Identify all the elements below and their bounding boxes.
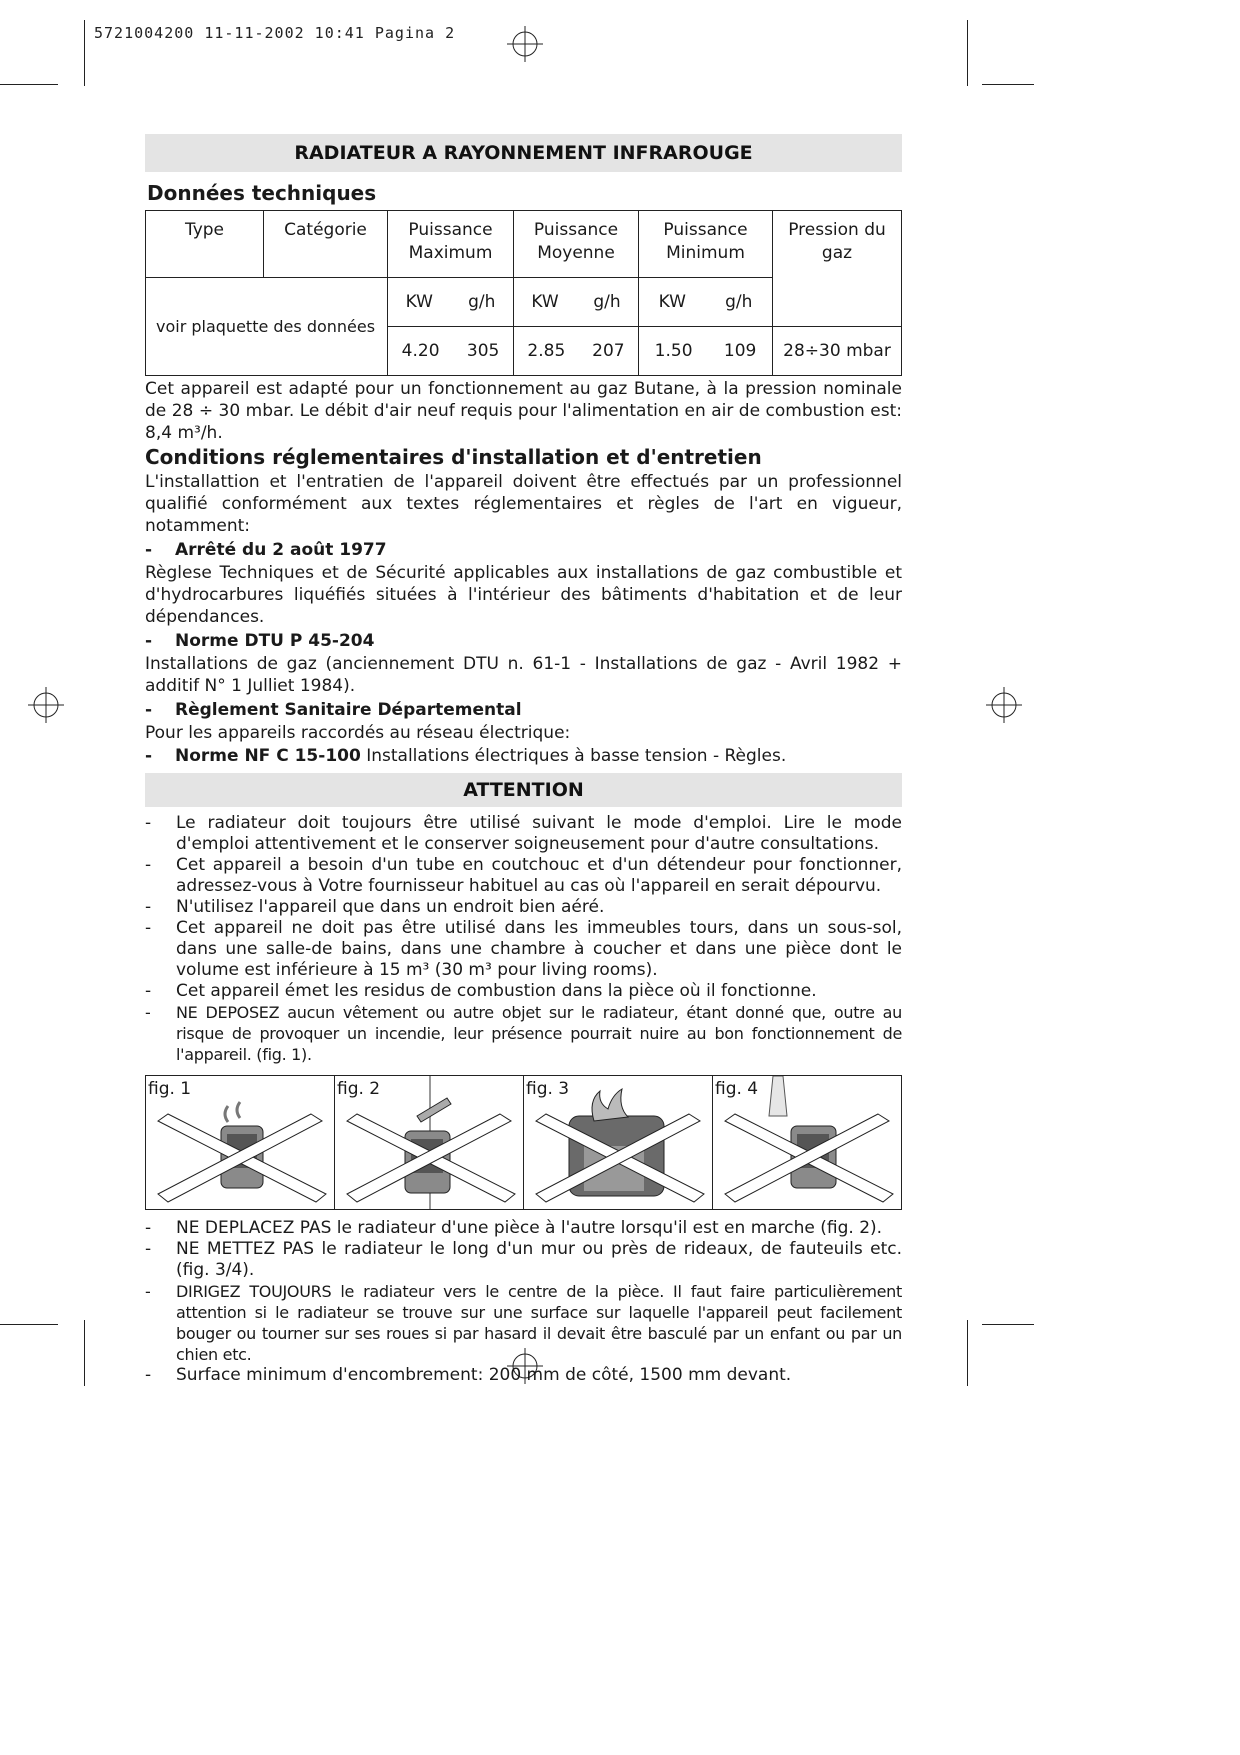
unit-gh: g/h (468, 292, 496, 312)
max-gh: 305 (466, 341, 500, 361)
registration-mark (28, 687, 64, 723)
nf-title: Norme NF C 15-100 (175, 746, 361, 766)
figure-label: fig. 2 (337, 1079, 381, 1099)
conditions-heading: Conditions réglementaires d'installation et d'entretien (145, 445, 762, 469)
registration-mark (507, 26, 543, 62)
unit-kw: KW (658, 292, 686, 312)
list-item: - DIRIGEZ TOUJOURS le radiateur vers le centre de la pièce. Il faut faire particulièrement attention si le radiateur se trouve sur une surface sur laquelle l'appareil peut facilement bouger ou tourner sur ses roues si par hasard il devait être basculé par un enfant ou par un chien etc. (145, 1281, 902, 1365)
crop-mark (0, 1324, 58, 1325)
registration-mark (986, 687, 1022, 723)
figure-label: fig. 4 (715, 1079, 759, 1099)
unit-kw: KW (405, 292, 433, 312)
figures-strip (145, 1075, 902, 1210)
list-item: - Cet appareil émet les residus de combustion dans la pièce où il fonctionne. (145, 981, 902, 1002)
moy-values (514, 327, 639, 376)
list-item: - N'utilisez l'appareil que dans un endroit bien aéré. (145, 897, 902, 918)
attention-title: ATTENTION (145, 773, 902, 807)
moy-units (514, 278, 639, 327)
nf-text: Installations électriques à basse tension - Règles. (360, 746, 787, 766)
figure (146, 1076, 335, 1209)
figure (524, 1076, 713, 1209)
rule-title-text: Arrêté du 2 août 1977 (175, 540, 387, 560)
col-pression: Pression du gaz (773, 211, 902, 327)
rule-dash: - (145, 631, 153, 651)
tech-table (145, 210, 902, 376)
list-item: - Cet appareil a besoin d'un tube en coutchouc et d'un détendeur pour fonctionner, adressez-vous à Votre fournisseur habituel au cas où l'appareil en serait dépourvu. (145, 855, 902, 897)
unit-kw: KW (531, 292, 559, 312)
after-list (145, 1218, 902, 1386)
rule-title (145, 630, 902, 652)
figure-label: fig. 3 (526, 1079, 570, 1099)
rule-dash: - (145, 540, 153, 560)
crop-mark (84, 20, 85, 86)
heater-crossed-icon (524, 1076, 713, 1209)
voir-cell (146, 278, 388, 376)
tech-heading: Données techniques (147, 181, 377, 205)
max-values (388, 327, 514, 376)
document-body (145, 134, 902, 1386)
page-title: RADIATEUR A RAYONNEMENT INFRAROUGE (145, 134, 902, 172)
rule-title (145, 699, 902, 721)
list-item: - NE METTEZ PAS le radiateur le long d'un mur ou près de rideaux, de fauteuils etc. (fig. 3/4). (145, 1239, 902, 1281)
figure (335, 1076, 524, 1209)
col-min: Puissance Minimum (639, 211, 773, 278)
rule-dash: - (145, 700, 153, 720)
figure (713, 1076, 901, 1209)
rule-text: Règlese Techniques et de Sécurité applicables aux installations de gaz combustible et d'hydrocarbures liquéfiés situées à l'intérieur des bâtiments d'habitation et de leur dépendances. (145, 563, 902, 627)
list-item: - Surface minimum d'encombrement: 200 mm de côté, 1500 mm devant. (145, 1365, 902, 1386)
crop-mark (967, 20, 968, 86)
crop-mark (84, 1320, 85, 1386)
heater-crossed-icon (335, 1076, 524, 1209)
list-item: - Cet appareil ne doit pas être utilisé dans les immeubles tours, dans un sous-sol, dans une salle-de bains, dans une chambre à coucher et dans une pièce dont le volume est inférieure à 15 m³ (30 m³ pour living rooms). (145, 918, 902, 981)
intro-text: Cet appareil est adapté pour un fonctionnement au gaz Butane, à la pression nominale de 28 ÷ 30 mbar. Le débit d'air neuf requis pour l'alimentation en air de combustion est: 8,4 m³/h. (145, 379, 902, 443)
list-item: - Le radiateur doit toujours être utilisé suivant le mode d'emploi. Lire le mode d'emploi attentivement et le conserver soigneusement pour d'autre consultations. (145, 813, 902, 855)
rule-dash: - (145, 746, 153, 766)
rule-text: Pour les appareils raccordés au réseau électrique: (145, 723, 571, 743)
pression-text: 28÷30 mbar (783, 341, 891, 361)
rule-text: Installations de gaz (anciennement DTU n. 61-1 - Installations de gaz - Avril 1982 + additif N° 1 Julliet 1984). (145, 654, 902, 696)
heater-crossed-icon (713, 1076, 902, 1209)
min-gh: 109 (723, 341, 757, 361)
attention-list (145, 813, 902, 1065)
print-header: 5721004200 11-11-2002 10:41 Pagina 2 (94, 24, 456, 42)
nf-rule (145, 745, 902, 767)
pression-value (773, 327, 902, 376)
crop-mark (982, 1324, 1034, 1325)
moy-gh: 207 (592, 341, 625, 361)
min-values (639, 327, 773, 376)
min-units (639, 278, 773, 327)
col-max: Puissance Maximum (388, 211, 514, 278)
max-units (388, 278, 514, 327)
heater-crossed-icon (146, 1076, 335, 1209)
list-item: - NE DEPOSEZ aucun vêtement ou autre objet sur le radiateur, étant donné que, outre au risque de provoquer un incendie, leur présence pourrait nuire au bon fonctionnement de l'appareil. (fig. 1). (145, 1002, 902, 1065)
col-moy: Puissance Moyenne (514, 211, 639, 278)
voir-text: voir plaquette des données (156, 316, 376, 336)
rule-title-text: Norme DTU P 45-204 (175, 631, 375, 651)
figure-label: fig. 1 (148, 1079, 192, 1099)
max-kw: 4.20 (401, 341, 440, 361)
crop-mark (982, 84, 1034, 85)
crop-mark (967, 1320, 968, 1386)
unit-gh: g/h (593, 292, 621, 312)
rule-title-text: Règlement Sanitaire Départemental (175, 700, 522, 720)
col-categorie: Catégorie (264, 211, 388, 278)
list-item: - NE DEPLACEZ PAS le radiateur d'une pièce à l'autre lorsqu'il est en marche (fig. 2). (145, 1218, 902, 1239)
conditions-text: L'installattion et l'entratien de l'appareil doivent être effectués par un professionnel qualifié conformément aux textes réglementaires et règles de l'art en vigueur, notamment: (145, 472, 902, 536)
unit-gh: g/h (725, 292, 753, 312)
crop-mark (0, 84, 58, 85)
min-kw: 1.50 (654, 341, 693, 361)
moy-kw: 2.85 (527, 341, 566, 361)
col-type: Type (146, 211, 264, 278)
rule-title (145, 539, 902, 561)
